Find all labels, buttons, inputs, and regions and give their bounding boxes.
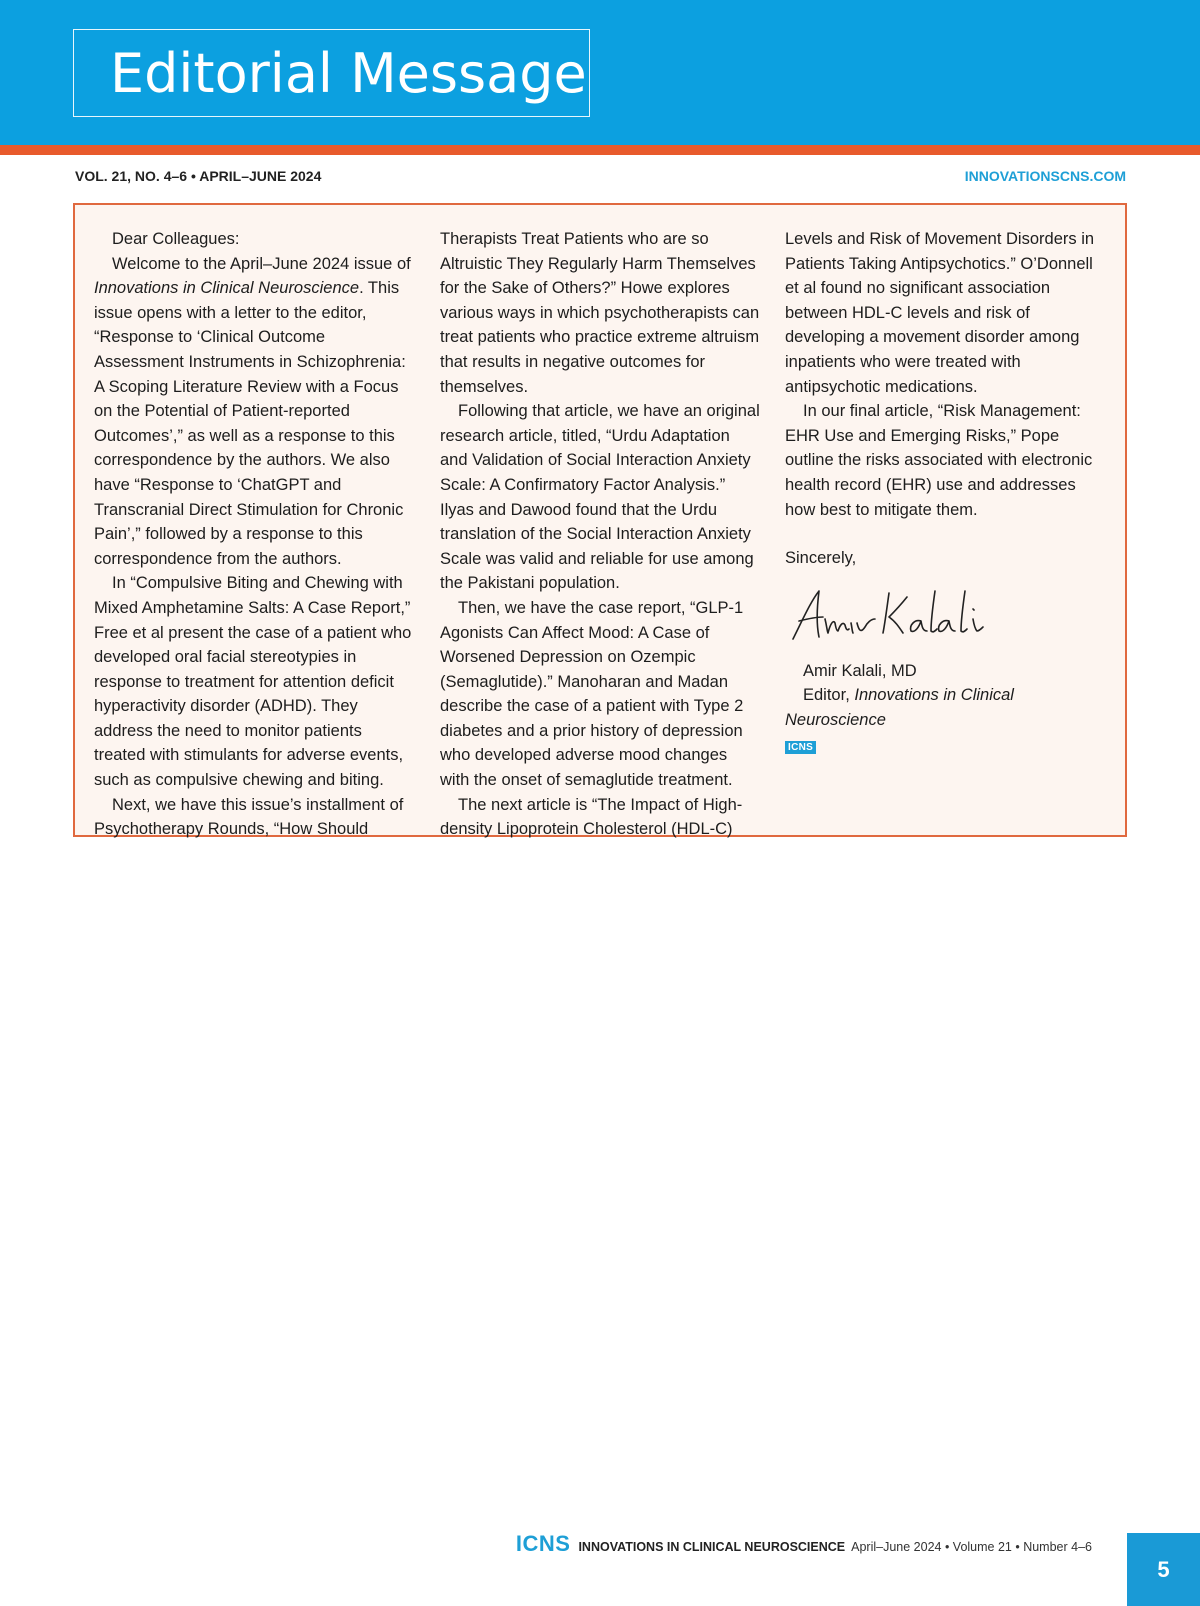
journal-title: Innovations in Clinical Neuroscience — [785, 686, 1014, 729]
letter-column-1 — [94, 227, 414, 842]
paragraph: The next article is “The Impact of High-density Lipoprotein Cholesterol (HDL-C) — [440, 795, 743, 839]
letter-column-2 — [440, 227, 760, 842]
icns-badge: ICNS — [785, 741, 816, 754]
footer-issue-info: April–June 2024 • Volume 21 • Number 4–6 — [851, 1540, 1092, 1554]
paragraph: Then, we have the case report, “GLP-1 Agonists Can Affect Mood: A Case of Worsened Depression on Ozempic (Semaglutide).” Manoharan and Madan describe the case of a patient with Type 2 diabetes and a prior history of depression who developed adverse mood changes with the onset of semaglutide treatment. — [440, 598, 744, 790]
paragraph: Welcome to the April–June 2024 issue of Innovations in Clinical Neuroscience. This issue opens with a letter to the editor, “Response to ‘Clinical Outcome Assessment Instruments in Schizophrenia: A Scoping Literature Review with a Focus on the Potential of Patient-reported Outcomes’,” as well as a response to this correspondence by the authors. We also have “Response to ‘ChatGPT and Transcranial Direct Stimulation for Chronic Pain’,” followed by a response to this correspondence from the authors. — [94, 254, 411, 568]
footer-logo: ICNS — [515, 1531, 571, 1556]
page-title: Editorial Message — [110, 41, 587, 105]
paragraph: Next, we have this issue’s installment of Psychotherapy Rounds, “How Should — [94, 795, 404, 839]
page-number-box — [1127, 1533, 1200, 1606]
paragraph: Following that article, we have an original research article, titled, “Urdu Adaptation and Validation of Social Interaction Anxiety Scale: A Confirmatory Factor Analysis.” Ilyas and Dawood found that the Urdu translation of the Social Interaction Anxiety Scale was valid and reliable for use among the Pakistani population. — [440, 402, 760, 593]
website-link[interactable]: INNOVATIONSCNS.COM — [964, 168, 1126, 184]
editorial-panel — [73, 203, 1127, 837]
paragraph: Therapists Treat Patients who are so Altruistic They Regularly Harm Themselves for the Sake of Others?” Howe explores various ways in which psychotherapists can treat patients who practice extreme altruism that results in negative outcomes for themselves. — [440, 230, 760, 396]
paragraph: In our final article, “Risk Management: EHR Use and Emerging Risks,” Pope outline the risks associated with electronic health record (EHR) use and addresses how best to mitigate them. — [785, 402, 1093, 519]
paragraph: Levels and Risk of Movement Disorders in Patients Taking Antipsychotics.” O’Donnell et al found no significant association between HDL-C levels and risk of developing a movement disorder among inpatients who were treated with antipsychotic medications. — [785, 230, 1095, 396]
editor-name: Amir Kalali, MD — [803, 661, 917, 680]
salutation: Dear Colleagues: — [112, 230, 240, 248]
title-box — [73, 29, 590, 117]
paragraph: In “Compulsive Biting and Chewing with Mixed Amphetamine Salts: A Case Report,” Free et al present the case of a patient who developed oral facial stereotypies in response to treatment for attention deficit hyperactivity disorder (ADHD). They address the need to monitor patients treated with stimulants for adverse events, such as compulsive chewing and biting. — [94, 574, 412, 790]
signature — [785, 579, 1105, 659]
page-number: 5 — [1157, 1556, 1170, 1582]
closing: Sincerely, — [785, 549, 857, 568]
signature-image — [785, 579, 1015, 657]
editor-role: Editor, Innovations in Clinical Neuroscience — [785, 686, 1014, 729]
letter-column-3 — [785, 227, 1105, 757]
page-footer — [516, 1531, 1092, 1559]
footer-journal-name: INNOVATIONS IN CLINICAL NEUROSCIENCE — [578, 1540, 846, 1554]
journal-title: Innovations in Clinical Neuroscience — [94, 279, 360, 298]
header-accent-stripe — [0, 145, 1200, 155]
issue-line: VOL. 21, NO. 4–6 • APRIL–JUNE 2024 — [75, 168, 322, 184]
